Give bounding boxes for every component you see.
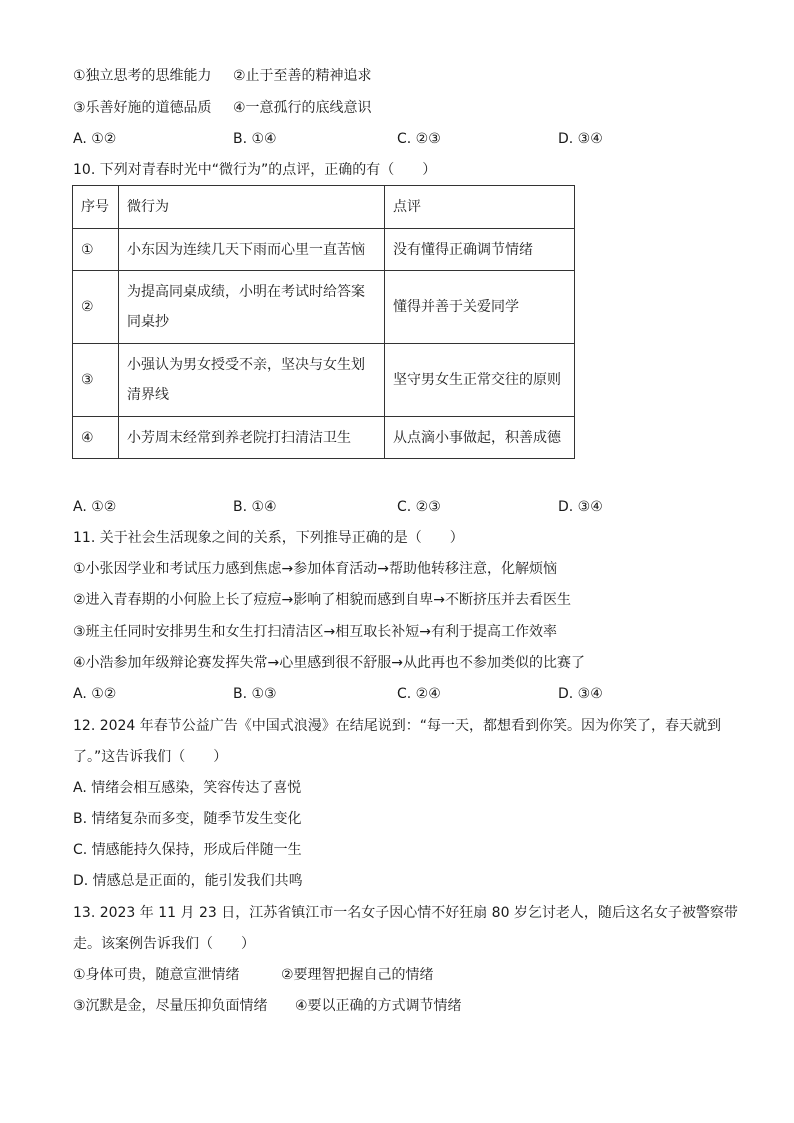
table-cell-comment: 从点滴小事做起，积善成德 [385, 417, 575, 459]
q9-option-b[interactable]: B. ①④ [233, 131, 277, 147]
q10-table [72, 185, 575, 459]
table-cell-index: ③ [73, 344, 119, 417]
q11-option-c[interactable]: C. ②④ [397, 686, 441, 702]
table-cell-behavior: 小芳周末经常到养老院打扫清洁卫生 [119, 417, 385, 459]
q9-item-4: ④一意孤行的底线意识 [233, 100, 372, 116]
q9-item-2: ②止于至善的精神追求 [233, 68, 372, 84]
table-cell-behavior: 小强认为男女授受不亲，坚决与女生划清界线 [119, 344, 385, 417]
q10-option-a[interactable]: A. ①② [73, 499, 117, 515]
table-row [73, 417, 575, 459]
table-cell-index: ② [73, 271, 119, 344]
table-row [73, 271, 575, 344]
q12-option-c[interactable]: C. 情感能持久保持，形成后伴随一生 [73, 842, 302, 858]
q9-option-a[interactable]: A. ①② [73, 131, 117, 147]
q9-item-3: ③乐善好施的道德品质 [73, 100, 212, 116]
q11-options [73, 684, 713, 704]
q12-option-a[interactable]: A. 情绪会相互感染，笑容传达了喜悦 [73, 780, 302, 796]
q13-item-4: ④要以正确的方式调节情绪 [295, 998, 462, 1014]
q10-stem: 10. 下列对青春时光中“微行为”的点评，正确的有（ ） [73, 162, 437, 178]
q13-item-1: ①身体可贵，随意宣泄情绪 [73, 967, 240, 983]
q9-option-c[interactable]: C. ②③ [397, 131, 441, 147]
table-cell-comment: 懂得并善于关爱同学 [385, 271, 575, 344]
q13-item-2: ②要理智把握自己的情绪 [281, 967, 434, 983]
table-header-index: 序号 [73, 186, 119, 229]
table-cell-index: ④ [73, 417, 119, 459]
q13-items-row1 [73, 965, 713, 985]
q9-items-row2 [73, 98, 713, 118]
q13-items-row2 [73, 996, 713, 1016]
table-row [73, 229, 575, 271]
q11-option-b[interactable]: B. ①③ [233, 686, 277, 702]
q13-stem-line1: 13. 2023 年 11 月 23 日，江苏省镇江市一名女子因心情不好狂扇 80 岁乞讨老人，随后这名女子被警察带 [73, 905, 738, 921]
q13-stem-line2: 走。该案例告诉我们（ ） [73, 936, 255, 952]
q11-item-3: ③班主任同时安排男生和女生打扫清洁区→相互取长补短→有利于提高工作效率 [73, 624, 558, 640]
q12-stem-line2: 了。”这告诉我们（ ） [73, 749, 228, 765]
q11-item-4: ④小浩参加年级辩论赛发挥失常→心里感到很不舒服→从此再也不参加类似的比赛了 [73, 655, 586, 671]
q12-option-b[interactable]: B. 情绪复杂而多变，随季节发生变化 [73, 811, 302, 827]
q9-items-row1 [73, 66, 713, 86]
table-cell-behavior: 为提高同桌成绩，小明在考试时给答案同桌抄 [119, 271, 385, 344]
q10-option-d[interactable]: D. ③④ [558, 499, 603, 515]
table-cell-index: ① [73, 229, 119, 271]
q11-stem: 11. 关于社会生活现象之间的关系，下列推导正确的是（ ） [73, 530, 464, 546]
q13-item-3: ③沉默是金，尽量压抑负面情绪 [73, 998, 268, 1014]
q10-option-b[interactable]: B. ①④ [233, 499, 277, 515]
q12-option-d[interactable]: D. 情感总是正面的，能引发我们共鸣 [73, 873, 303, 889]
q12-stem-line1: 12. 2024 年春节公益广告《中国式浪漫》在结尾说到：“每一天，都想看到你笑。因为你笑了，春天就到 [73, 718, 722, 734]
q9-option-d[interactable]: D. ③④ [558, 131, 603, 147]
table-cell-comment: 坚守男女生正常交往的原则 [385, 344, 575, 417]
table-header-comment: 点评 [385, 186, 575, 229]
q9-options [73, 129, 713, 149]
q11-option-a[interactable]: A. ①② [73, 686, 117, 702]
q10-option-c[interactable]: C. ②③ [397, 499, 441, 515]
q11-item-2: ②进入青春期的小何脸上长了痘痘→影响了相貌而感到自卑→不断挤压并去看医生 [73, 592, 572, 608]
q11-option-d[interactable]: D. ③④ [558, 686, 603, 702]
q10-options [73, 497, 713, 517]
q9-item-1: ①独立思考的思维能力 [73, 68, 212, 84]
table-header-behavior: 微行为 [119, 186, 385, 229]
table-cell-behavior: 小东因为连续几天下雨而心里一直苦恼 [119, 229, 385, 271]
table-cell-comment: 没有懂得正确调节情绪 [385, 229, 575, 271]
q11-item-1: ①小张因学业和考试压力感到焦虑→参加体育活动→帮助他转移注意，化解烦恼 [73, 561, 558, 577]
table-row [73, 344, 575, 417]
table-header-row [73, 186, 575, 229]
